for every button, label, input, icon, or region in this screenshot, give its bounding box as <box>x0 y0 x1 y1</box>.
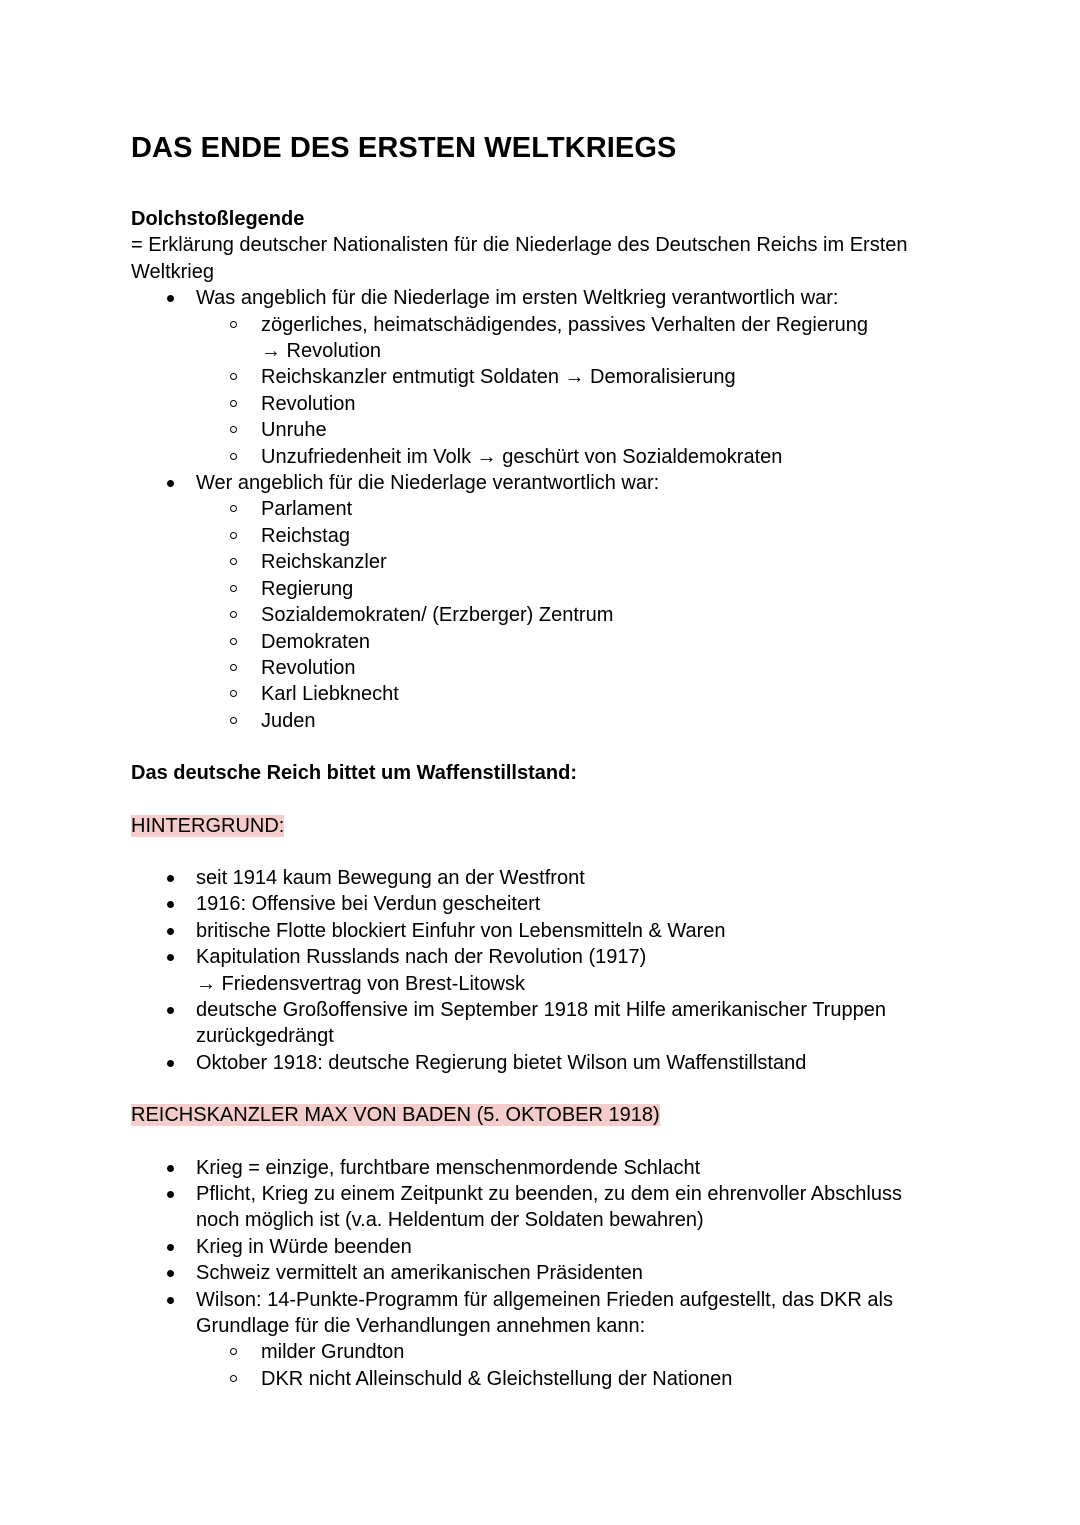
wer-sublist <box>196 496 931 734</box>
list-item: Reichstag <box>196 523 931 549</box>
list-item: Oktober 1918: deutsche Regierung bietet Wilson um Waffenstillstand <box>131 1050 931 1076</box>
list-item: zögerliches, heimatschädigendes, passives Verhalten der Regierung → Revolution <box>196 312 931 365</box>
wer-label: Wer angeblich für die Niederlage verantwortlich war: <box>196 472 660 495</box>
list-item: britische Flotte blockiert Einfuhr von Lebensmitteln & Waren <box>131 918 931 944</box>
list-item: Reichskanzler <box>196 549 931 575</box>
list-item: Pflicht, Krieg zu einem Zeitpunkt zu beenden, zu dem ein ehrenvoller Abschluss noch möglich ist (v.a. Heldentum der Soldaten bewahren) <box>131 1181 931 1234</box>
list-item: deutsche Großoffensive im September 1918 mit Hilfe amerikanischer Truppen zurückgedrängt <box>131 997 931 1050</box>
list-item: Regierung <box>196 576 931 602</box>
list-item <box>131 285 931 470</box>
list-item: Sozialdemokraten/ (Erzberger) Zentrum <box>196 602 931 628</box>
dolchstoss-list <box>131 285 931 734</box>
list-item: 1916: Offensive bei Verdun gescheitert <box>131 891 931 917</box>
hintergrund-list <box>131 865 931 1076</box>
list-item: Parlament <box>196 496 931 522</box>
list-item: Demokraten <box>196 629 931 655</box>
list-item: Revolution <box>196 391 931 417</box>
list-item: milder Grundton <box>196 1339 931 1365</box>
was-label: Was angeblich für die Niederlage im ersten Weltkrieg verantwortlich war: <box>196 287 839 310</box>
list-item: Unruhe <box>196 417 931 443</box>
list-item <box>131 470 931 734</box>
wilson-sublist <box>196 1339 931 1392</box>
list-item: DKR nicht Alleinschuld & Gleichstellung der Nationen <box>196 1366 931 1392</box>
list-item: Wilson: 14-Punkte-Programm für allgemeinen Frieden aufgestellt, das DKR als Grundlage für die Verhandlungen annehmen kann: milder Grundton DKR nicht Alleinschuld & Gleichstellung der Nationen <box>131 1287 931 1393</box>
dolchstoss-heading: Dolchstoßlegende <box>131 208 305 230</box>
waffenstillstand-heading: Das deutsche Reich bittet um Waffenstillstand: <box>131 762 577 785</box>
list-item: Krieg in Würde beenden <box>131 1234 931 1260</box>
list-item: Unzufriedenheit im Volk → geschürt von Sozialdemokraten <box>196 444 931 470</box>
list-item: Juden <box>196 708 931 734</box>
list-item: Revolution <box>196 655 931 681</box>
list-item: Kapitulation Russlands nach der Revolution (1917) → Friedensvertrag von Brest-Litowsk <box>131 944 931 997</box>
list-item: Karl Liebknecht <box>196 681 931 707</box>
list-item: Krieg = einzige, furchtbare menschenmordende Schlacht <box>131 1155 931 1181</box>
list-item: Schweiz vermittelt an amerikanischen Präsidenten <box>131 1260 931 1286</box>
document-page <box>131 128 931 1392</box>
reichskanzler-label: REICHSKANZLER MAX VON BADEN (5. OKTOBER 1918) <box>131 1104 660 1127</box>
list-item: seit 1914 kaum Bewegung an der Westfront <box>131 865 931 891</box>
was-sublist <box>196 312 931 470</box>
hintergrund-label: HINTERGRUND: <box>131 814 285 837</box>
list-item: Reichskanzler entmutigt Soldaten → Demoralisierung <box>196 364 931 390</box>
document-title: DAS ENDE DES ERSTEN WELTKRIEGS <box>131 132 677 164</box>
dolchstoss-definition: = Erklärung deutscher Nationalisten für die Niederlage des Deutschen Reichs im Ersten Weltkrieg <box>131 234 908 283</box>
reichskanzler-list <box>131 1155 931 1393</box>
